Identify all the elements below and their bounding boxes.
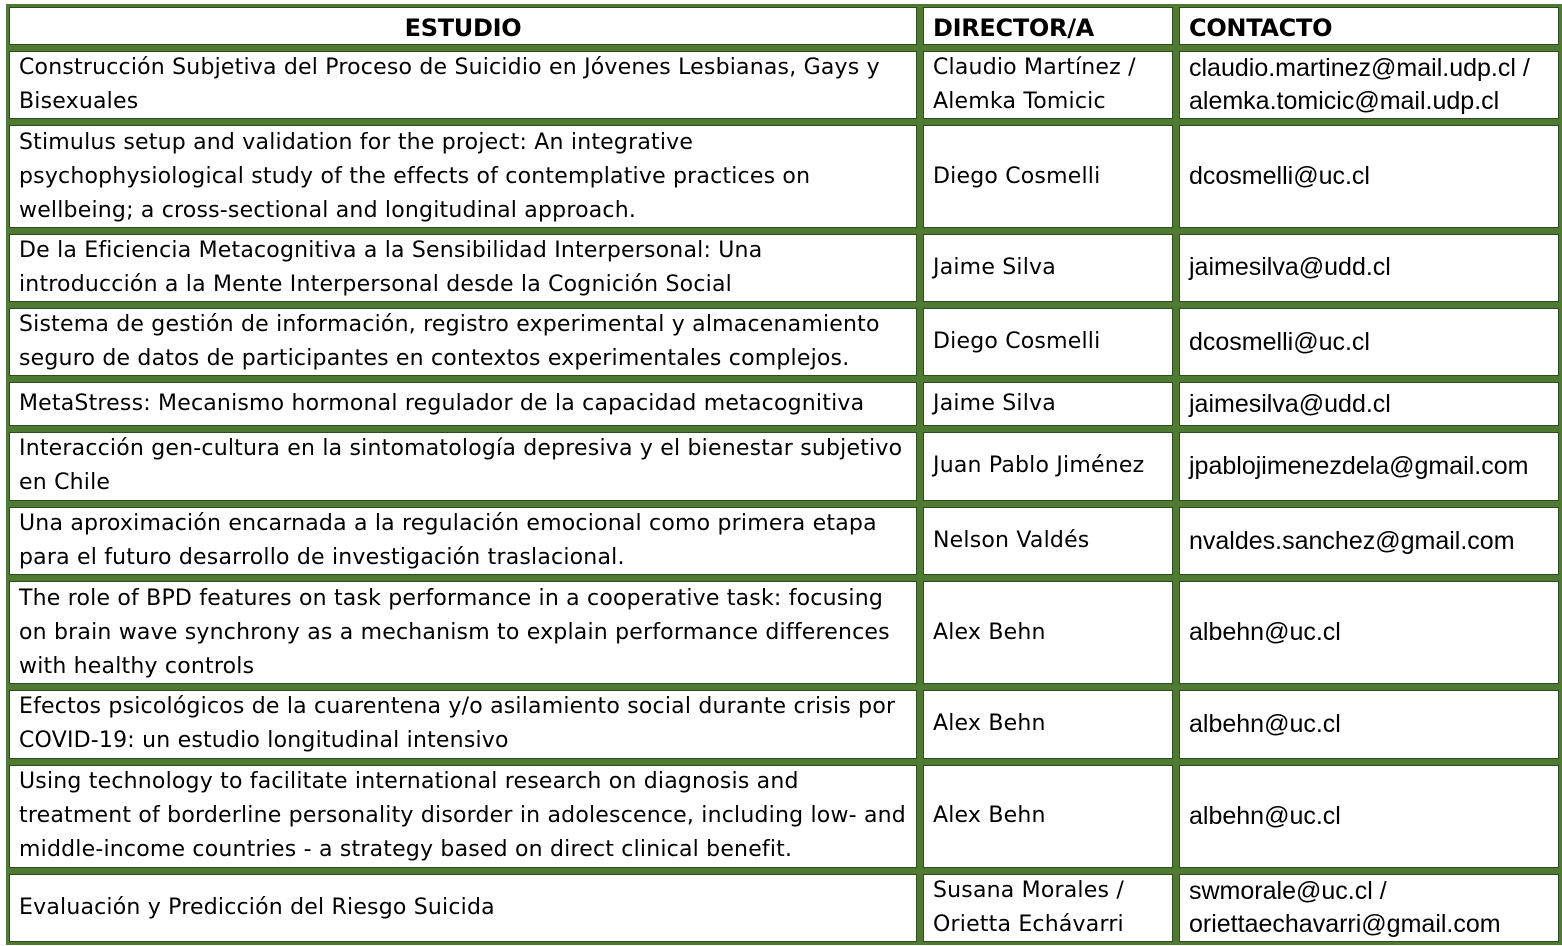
- table-row: [6, 48, 1562, 122]
- header-director: DIRECTOR/A: [920, 4, 1176, 48]
- cell-contacto: nvaldes.sanchez@gmail.com: [1176, 504, 1562, 578]
- cell-director: Alex Behn: [920, 687, 1176, 762]
- cell-estudio: Evaluación y Predicción del Riesgo Suicida: [6, 871, 920, 945]
- table-row: [6, 687, 1562, 762]
- cell-contacto: dcosmelli@uc.cl: [1176, 305, 1562, 379]
- table-row: [6, 231, 1562, 305]
- cell-estudio: Sistema de gestión de información, registro experimental y almacenamiento seguro de datos de participantes en contextos experimentales complejos.: [6, 305, 920, 379]
- cell-director: Alex Behn: [920, 762, 1176, 870]
- table-row: [6, 122, 1562, 230]
- header-contacto: CONTACTO: [1176, 4, 1562, 48]
- table-row: [6, 871, 1562, 945]
- cell-contacto: claudio.martinez@mail.udp.cl / alemka.tomicic@mail.udp.cl: [1176, 48, 1562, 122]
- cell-estudio: Using technology to facilitate international research on diagnosis and treatment of borderline personality disorder in adolescence, including low- and middle-income countries - a strategy based on direct clinical benefit.: [6, 762, 920, 870]
- cell-director: Jaime Silva: [920, 231, 1176, 305]
- cell-director: Alex Behn: [920, 578, 1176, 686]
- cell-director: Diego Cosmelli: [920, 305, 1176, 379]
- cell-estudio: MetaStress: Mecanismo hormonal regulador de la capacidad metacognitiva: [6, 379, 920, 428]
- cell-estudio: Una aproximación encarnada a la regulación emocional como primera etapa para el futuro desarrollo de investigación traslacional.: [6, 504, 920, 578]
- cell-estudio: The role of BPD features on task performance in a cooperative task: focusing on brain wave synchrony as a mechanism to explain performance differences with healthy controls: [6, 578, 920, 686]
- table-row: [6, 305, 1562, 379]
- cell-estudio: De la Eficiencia Metacognitiva a la Sensibilidad Interpersonal: Una introducción a la Mente Interpersonal desde la Cognición Social: [6, 231, 920, 305]
- cell-estudio: Efectos psicológicos de la cuarentena y/o asilamiento social durante crisis por COVID-19: un estudio longitudinal intensivo: [6, 687, 920, 762]
- cell-contacto: jpablojimenezdela@gmail.com: [1176, 429, 1562, 504]
- header-row: [6, 4, 1562, 48]
- cell-director: Nelson Valdés: [920, 504, 1176, 578]
- cell-director: Claudio Martínez / Alemka Tomicic: [920, 48, 1176, 122]
- table-row: [6, 379, 1562, 428]
- studies-table: [6, 4, 1562, 945]
- table-row: [6, 762, 1562, 870]
- cell-contacto: albehn@uc.cl: [1176, 578, 1562, 686]
- cell-director: Juan Pablo Jiménez: [920, 429, 1176, 504]
- cell-director: Susana Morales / Orietta Echávarri: [920, 871, 1176, 945]
- table-row: [6, 429, 1562, 504]
- cell-contacto: albehn@uc.cl: [1176, 762, 1562, 870]
- cell-director: Diego Cosmelli: [920, 122, 1176, 230]
- cell-contacto: jaimesilva@udd.cl: [1176, 379, 1562, 428]
- cell-estudio: Interacción gen-cultura en la sintomatología depresiva y el bienestar subjetivo en Chile: [6, 429, 920, 504]
- cell-contacto: swmorale@uc.cl / oriettaechavarri@gmail.com: [1176, 871, 1562, 945]
- table-row: [6, 504, 1562, 578]
- cell-contacto: albehn@uc.cl: [1176, 687, 1562, 762]
- table-row: [6, 578, 1562, 686]
- cell-contacto: dcosmelli@uc.cl: [1176, 122, 1562, 230]
- studies-table-container: [6, 4, 1562, 945]
- cell-director: Jaime Silva: [920, 379, 1176, 428]
- cell-estudio: Construcción Subjetiva del Proceso de Suicidio en Jóvenes Lesbianas, Gays y Bisexuales: [6, 48, 920, 122]
- cell-estudio: Stimulus setup and validation for the project: An integrative psychophysiological study of the effects of contemplative practices on wellbeing; a cross-sectional and longitudinal approach.: [6, 122, 920, 230]
- cell-contacto: jaimesilva@udd.cl: [1176, 231, 1562, 305]
- header-estudio: ESTUDIO: [6, 4, 920, 48]
